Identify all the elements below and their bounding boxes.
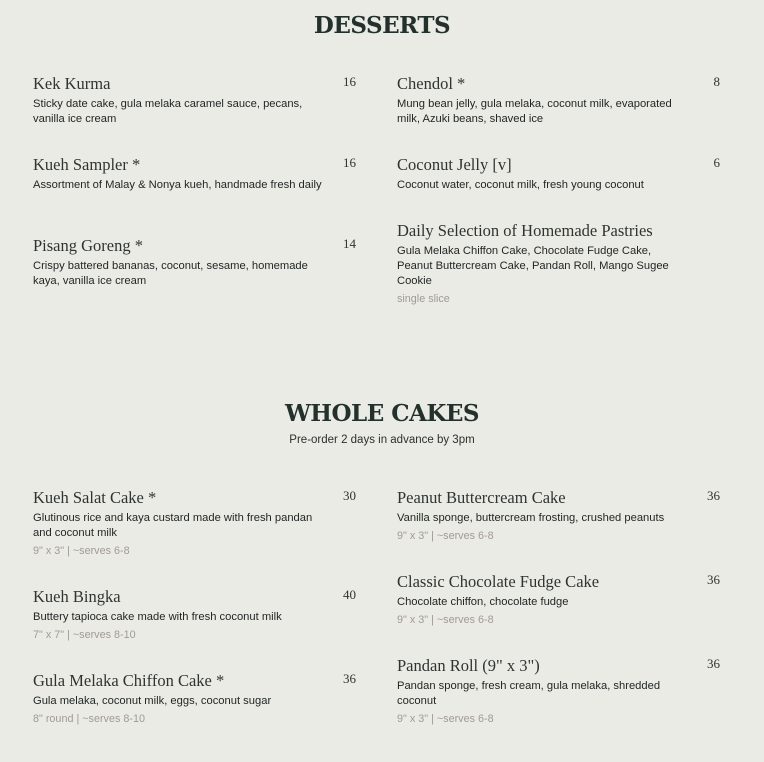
item-name: Pandan Roll (9" x 3") — [397, 656, 540, 675]
item-name: Coconut Jelly [v] — [397, 155, 512, 174]
item-price: 30 — [343, 488, 356, 503]
item-description: Gula Melaka Chiffon Cake, Chocolate Fudge Cake, Peanut Buttercream Cake, Pandan Roll, Mango Sugee Cookie — [397, 245, 669, 287]
item-price: 14 — [343, 236, 356, 251]
whole-cakes-subtitle: Pre-order 2 days in advance by 3pm — [289, 434, 475, 446]
item-note: 7" x 7" | ~serves 8-10 — [33, 629, 136, 641]
item-note: 8" round | ~serves 8-10 — [33, 713, 145, 725]
item-price: 40 — [343, 587, 356, 602]
item-note: 9" x 3" | ~serves 6-8 — [33, 545, 130, 557]
item-price: 8 — [713, 74, 720, 89]
whole-cakes-title: WHOLE CAKES — [284, 400, 480, 427]
item-name: Kek Kurma — [33, 74, 111, 93]
item-price: 36 — [343, 671, 356, 686]
item-note: 9" x 3" | ~serves 6-8 — [397, 713, 494, 725]
item-note: 9" x 3" | ~serves 6-8 — [397, 614, 494, 626]
item-name: Classic Chocolate Fudge Cake — [397, 572, 600, 591]
item-price: 6 — [713, 155, 720, 170]
item-price: 36 — [707, 572, 720, 587]
item-description: Mung bean jelly, gula melaka, coconut milk, evaporated milk, Azuki beans, shaved ice — [397, 98, 672, 125]
item-description: Pandan sponge, fresh cream, gula melaka, shredded coconut — [397, 680, 661, 707]
item-description: Coconut water, coconut milk, fresh young coconut — [397, 179, 644, 191]
menu-item-kueh-bingka — [33, 587, 356, 642]
item-name: Kueh Bingka — [33, 587, 121, 606]
item-description: Glutinous rice and kaya custard made with fresh pandan and coconut milk — [33, 512, 313, 539]
item-description: Assortment of Malay & Nonya kueh, handmade fresh daily — [33, 179, 322, 191]
menu-item-peanut-buttercream-cake — [397, 488, 720, 543]
item-name: Kueh Salat Cake * — [33, 488, 157, 507]
item-description: Gula melaka, coconut milk, eggs, coconut sugar — [33, 695, 272, 707]
item-price: 16 — [343, 155, 356, 170]
item-name: Gula Melaka Chiffon Cake * — [33, 671, 225, 690]
item-name: Pisang Goreng * — [33, 236, 143, 255]
item-price: 36 — [707, 488, 720, 503]
item-description: Crispy battered bananas, coconut, sesame, homemade kaya, vanilla ice cream — [33, 260, 308, 287]
item-price: 16 — [343, 74, 356, 89]
item-description: Vanilla sponge, buttercream frosting, crushed peanuts — [397, 512, 665, 524]
item-name: Peanut Buttercream Cake — [397, 488, 566, 507]
item-note: 9" x 3" | ~serves 6-8 — [397, 530, 494, 542]
item-name: Chendol * — [397, 74, 466, 93]
item-note: single slice — [397, 293, 450, 305]
menu-item-chendol — [397, 74, 720, 127]
menu-item-pandan-roll — [397, 656, 720, 726]
item-price: 36 — [707, 656, 720, 671]
menu-item-kek-kurma — [33, 74, 356, 127]
menu-item-coconut-jelly — [397, 155, 720, 193]
item-name: Daily Selection of Homemade Pastries — [397, 221, 653, 240]
menu-item-homemade-pastries — [397, 221, 720, 306]
menu-item-kueh-sampler — [33, 155, 356, 193]
menu-item-classic-chocolate-fudge-cake — [397, 572, 720, 627]
menu-item-kueh-salat-cake — [33, 488, 356, 558]
desserts-title: DESSERTS — [313, 12, 451, 39]
item-description: Buttery tapioca cake made with fresh coconut milk — [33, 611, 282, 623]
menu-item-gula-melaka-chiffon-cake — [33, 671, 356, 726]
item-description: Chocolate chiffon, chocolate fudge — [397, 596, 569, 608]
item-name: Kueh Sampler * — [33, 155, 141, 174]
menu-item-pisang-goreng — [33, 236, 356, 289]
item-description: Sticky date cake, gula melaka caramel sauce, pecans, vanilla ice cream — [33, 98, 303, 125]
